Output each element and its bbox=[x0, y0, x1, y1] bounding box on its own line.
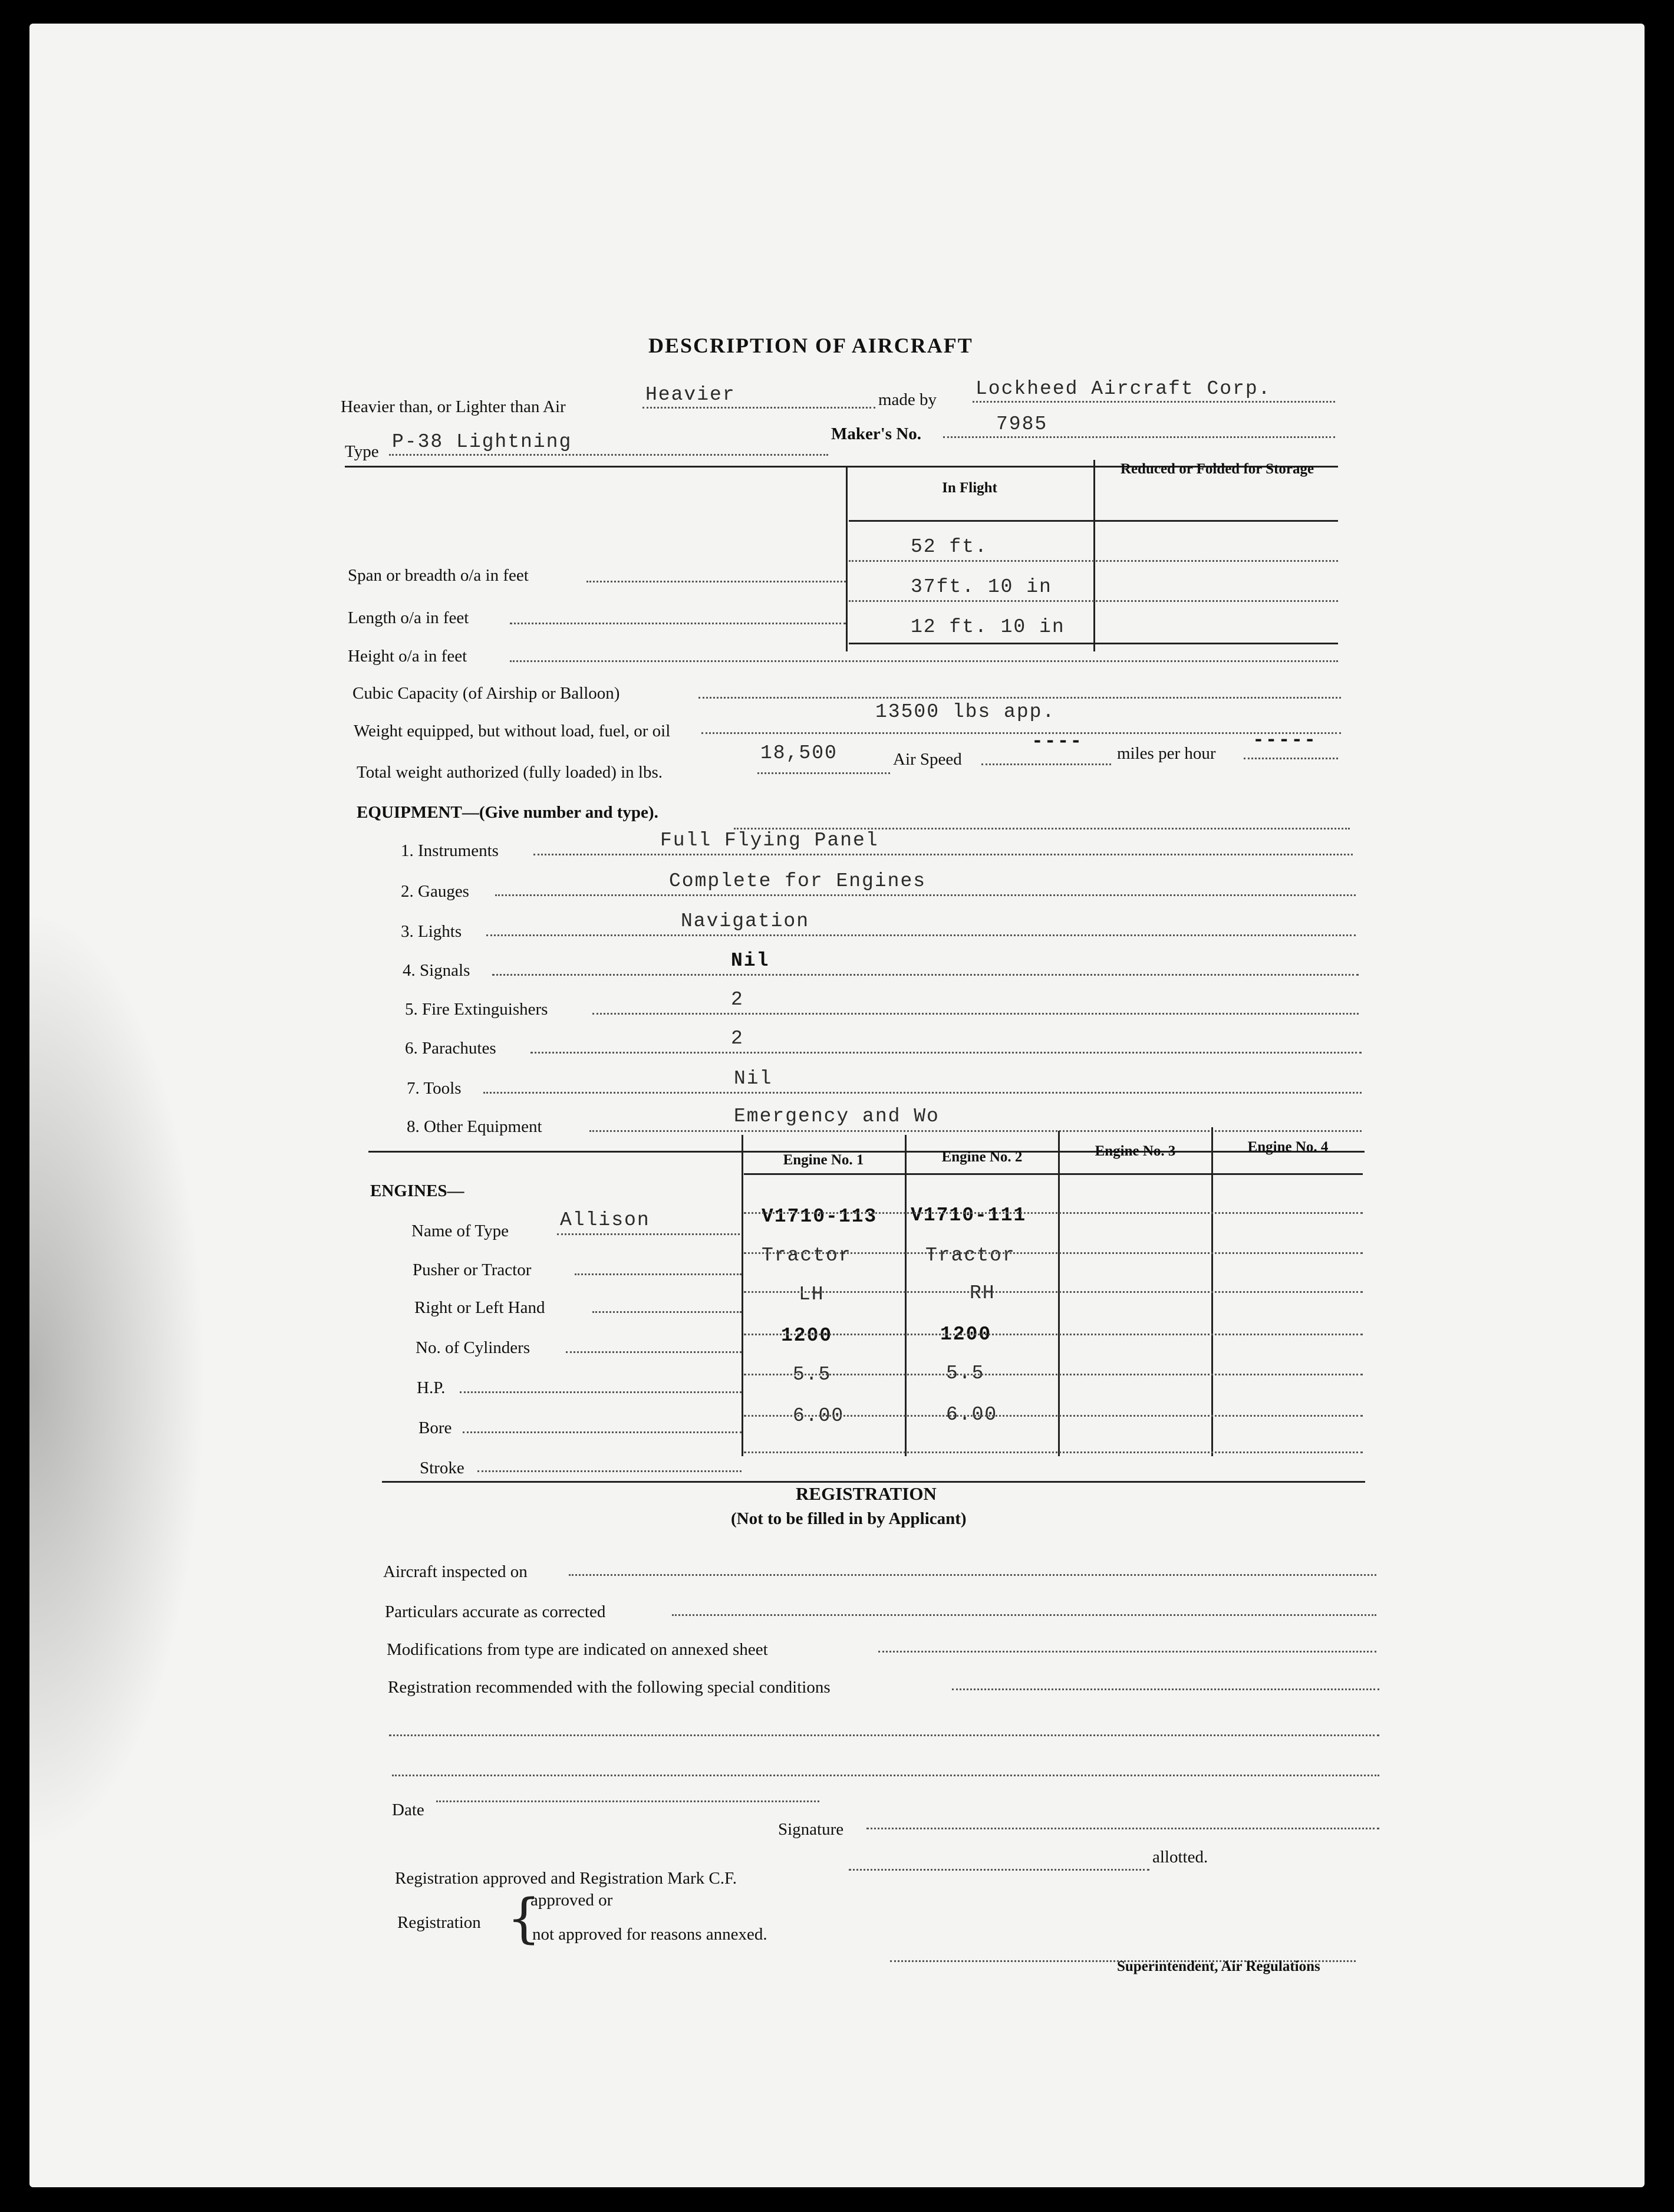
air-speed-dots bbox=[981, 763, 1111, 765]
signals-value[interactable]: Nil bbox=[731, 950, 770, 972]
engine1-left-border bbox=[742, 1135, 743, 1456]
length-value[interactable]: 37ft. 10 in bbox=[911, 576, 1052, 598]
hand-row-dots bbox=[744, 1291, 1363, 1293]
engine3-left-border bbox=[1058, 1131, 1060, 1456]
registration-heading: REGISTRATION bbox=[796, 1483, 937, 1504]
cubic-dots bbox=[698, 697, 1341, 699]
total-weight-label: Total weight authorized (fully loaded) in lbs. bbox=[357, 763, 663, 782]
length-row-dots bbox=[849, 600, 1338, 602]
pusher-tractor-dots bbox=[575, 1273, 742, 1275]
equipment-heading: EQUIPMENT—(Give number and type). bbox=[357, 803, 658, 822]
engines-bottom-rule bbox=[382, 1481, 1365, 1483]
height-row-rule bbox=[849, 643, 1338, 644]
name-of-type-dots bbox=[557, 1233, 740, 1235]
engine2-bore[interactable]: 6.00 bbox=[946, 1404, 998, 1426]
mph-dots bbox=[1244, 758, 1338, 759]
made-by-dots bbox=[973, 401, 1335, 403]
bore-dots bbox=[463, 1431, 742, 1433]
engine2-hand[interactable]: RH bbox=[970, 1282, 996, 1304]
engine1-hp[interactable]: 5.5 bbox=[793, 1364, 832, 1385]
engine2-left-border bbox=[905, 1135, 907, 1456]
pusher-tractor-row-dots bbox=[744, 1252, 1363, 1254]
stroke-row-dots bbox=[744, 1451, 1363, 1453]
inspected-label: Aircraft inspected on bbox=[383, 1562, 528, 1581]
length-label: Length o/a in feet bbox=[348, 608, 469, 627]
weight-equipped-value[interactable]: 13500 lbs app. bbox=[875, 701, 1056, 723]
not-approved-label: not approved for reasons annexed. bbox=[532, 1925, 767, 1944]
height-dots bbox=[510, 660, 1338, 662]
reduced-header: Reduced or Folded for Storage bbox=[1120, 461, 1314, 477]
modifications-dots bbox=[878, 1651, 1376, 1653]
span-label: Span or breadth o/a in feet bbox=[348, 566, 529, 585]
engine4-header: Engine No. 4 bbox=[1247, 1139, 1329, 1155]
mph-label: miles per hour bbox=[1117, 744, 1216, 763]
engine3-header: Engine No. 3 bbox=[1095, 1143, 1176, 1159]
mph-value[interactable]: ----- bbox=[1253, 729, 1317, 751]
made-by-label: made by bbox=[878, 390, 937, 409]
date-dots bbox=[436, 1800, 819, 1802]
total-weight-dots bbox=[757, 772, 890, 774]
bore-label: Bore bbox=[418, 1418, 452, 1437]
engine1-pusher-tractor[interactable]: Tractor bbox=[762, 1245, 852, 1266]
gauges-dots bbox=[495, 894, 1356, 896]
heavier-dots bbox=[642, 407, 875, 409]
allotted-label: allotted. bbox=[1152, 1848, 1208, 1867]
instruments-value[interactable]: Full Flying Panel bbox=[660, 830, 879, 851]
date-label: Date bbox=[392, 1800, 424, 1819]
parachutes-value[interactable]: 2 bbox=[731, 1028, 744, 1049]
air-speed-label: Air Speed bbox=[893, 750, 962, 769]
engine1-hand[interactable]: LH bbox=[799, 1283, 825, 1305]
total-weight-value[interactable]: 18,500 bbox=[760, 742, 838, 764]
type-dots bbox=[389, 454, 828, 456]
fire-extinguishers-value[interactable]: 2 bbox=[731, 989, 744, 1010]
in-flight-right-border bbox=[1093, 460, 1095, 651]
signature-label: Signature bbox=[778, 1820, 844, 1839]
height-value[interactable]: 12 ft. 10 in bbox=[911, 616, 1065, 638]
weight-equipped-dots bbox=[701, 732, 1341, 734]
name-of-type-label: Name of Type bbox=[411, 1222, 509, 1240]
accurate-label: Particulars accurate as corrected bbox=[385, 1602, 606, 1621]
span-row-dots bbox=[849, 560, 1338, 562]
cylinders-dots bbox=[566, 1351, 742, 1353]
other-equipment-label: 8. Other Equipment bbox=[407, 1117, 542, 1136]
engine2-cylinders[interactable]: 1200 bbox=[940, 1324, 992, 1345]
in-flight-left-border bbox=[846, 466, 848, 651]
accurate-dots bbox=[672, 1614, 1376, 1616]
length-dots bbox=[510, 623, 846, 624]
registration-subheading: (Not to be filled in by Applicant) bbox=[731, 1509, 967, 1528]
tools-value[interactable]: Nil bbox=[734, 1068, 773, 1089]
heavier-value[interactable]: Heavier bbox=[645, 384, 736, 406]
inspected-dots bbox=[569, 1574, 1376, 1576]
engine-type-value[interactable]: Allison bbox=[560, 1209, 650, 1231]
conditions-line-2 bbox=[392, 1775, 1379, 1776]
cylinders-row-dots bbox=[744, 1334, 1363, 1335]
engine1-bore[interactable]: 6.00 bbox=[793, 1405, 845, 1427]
bore-row-dots bbox=[744, 1415, 1363, 1417]
parachutes-dots bbox=[530, 1052, 1362, 1054]
lights-value[interactable]: Navigation bbox=[681, 910, 810, 932]
lights-label: 3. Lights bbox=[401, 922, 462, 941]
other-equipment-dots bbox=[589, 1130, 1362, 1132]
approved-mark-dots bbox=[849, 1869, 1149, 1871]
parachutes-label: 6. Parachutes bbox=[405, 1039, 496, 1058]
makers-no-dots bbox=[943, 436, 1335, 438]
pusher-tractor-label: Pusher or Tractor bbox=[413, 1260, 532, 1279]
engine1-cylinders[interactable]: 1200 bbox=[781, 1325, 833, 1347]
recommended-label: Registration recommended with the following special conditions bbox=[388, 1678, 831, 1697]
engine2-header: Engine No. 2 bbox=[941, 1149, 1023, 1165]
signature-dots bbox=[866, 1828, 1379, 1829]
modifications-label: Modifications from type are indicated on annexed sheet bbox=[387, 1640, 768, 1659]
tools-label: 7. Tools bbox=[407, 1079, 462, 1098]
conditions-line-1 bbox=[389, 1734, 1379, 1736]
heavier-label: Heavier than, or Lighter than Air bbox=[341, 397, 566, 416]
right-left-hand-label: Right or Left Hand bbox=[414, 1298, 545, 1317]
signals-label: 4. Signals bbox=[403, 961, 470, 980]
lights-dots bbox=[486, 934, 1356, 936]
in-flight-header: In Flight bbox=[942, 480, 997, 496]
stroke-dots bbox=[477, 1470, 742, 1472]
span-value[interactable]: 52 ft. bbox=[911, 536, 988, 558]
type-label: Type bbox=[345, 442, 379, 461]
makers-no-value[interactable]: 7985 bbox=[996, 413, 1048, 435]
engine-type-row-dots bbox=[744, 1212, 1363, 1214]
registration-label: Registration bbox=[397, 1913, 481, 1932]
makers-no-label: Maker's No. bbox=[831, 424, 922, 443]
weight-equipped-label: Weight equipped, but without load, fuel, or oil bbox=[354, 722, 671, 740]
cylinders-label: No. of Cylinders bbox=[416, 1338, 530, 1357]
engine1-type[interactable]: V1710-113 bbox=[762, 1206, 878, 1227]
dimension-header-rule bbox=[849, 520, 1338, 522]
height-label: Height o/a in feet bbox=[348, 647, 467, 666]
recommended-dots bbox=[952, 1688, 1379, 1690]
air-speed-value[interactable]: ---- bbox=[1032, 730, 1083, 752]
engines-header-rule bbox=[744, 1173, 1363, 1175]
engine2-type[interactable]: V1710-111 bbox=[911, 1204, 1027, 1226]
instruments-dots bbox=[533, 854, 1353, 855]
tools-dots bbox=[483, 1092, 1362, 1094]
cubic-label: Cubic Capacity (of Airship or Balloon) bbox=[352, 684, 620, 703]
fire-extinguishers-label: 5. Fire Extinguishers bbox=[405, 1000, 548, 1019]
engines-heading: ENGINES— bbox=[370, 1181, 464, 1200]
gauges-value[interactable]: Complete for Engines bbox=[669, 870, 927, 892]
hp-row-dots bbox=[744, 1374, 1363, 1375]
engine1-header: Engine No. 1 bbox=[783, 1152, 864, 1168]
stroke-label: Stroke bbox=[420, 1459, 464, 1477]
hp-label: H.P. bbox=[417, 1378, 446, 1397]
registration-brace: { bbox=[507, 1888, 541, 1950]
type-value[interactable]: P-38 Lightning bbox=[392, 431, 572, 453]
fire-extinguishers-dots bbox=[592, 1013, 1359, 1015]
approved-mark-label: Registration approved and Registration Mark C.F. bbox=[395, 1869, 737, 1888]
approved-or-label: approved or bbox=[530, 1891, 613, 1910]
engine2-hp[interactable]: 5.5 bbox=[946, 1362, 985, 1384]
engine2-pusher-tractor[interactable]: Tractor bbox=[925, 1245, 1016, 1266]
instruments-label: 1. Instruments bbox=[401, 841, 499, 860]
signals-dots bbox=[492, 974, 1359, 976]
other-equipment-value[interactable]: Emergency and Wo bbox=[734, 1105, 940, 1127]
gauges-label: 2. Gauges bbox=[401, 882, 469, 901]
span-dots bbox=[586, 581, 846, 582]
form-title: DESCRIPTION OF AIRCRAFT bbox=[648, 334, 973, 357]
superintendent-label: Superintendent, Air Regulations bbox=[1117, 1958, 1320, 1974]
made-by-value[interactable]: Lockheed Aircraft Corp. bbox=[976, 378, 1271, 400]
hp-dots bbox=[460, 1391, 742, 1393]
right-left-hand-dots bbox=[592, 1311, 742, 1313]
